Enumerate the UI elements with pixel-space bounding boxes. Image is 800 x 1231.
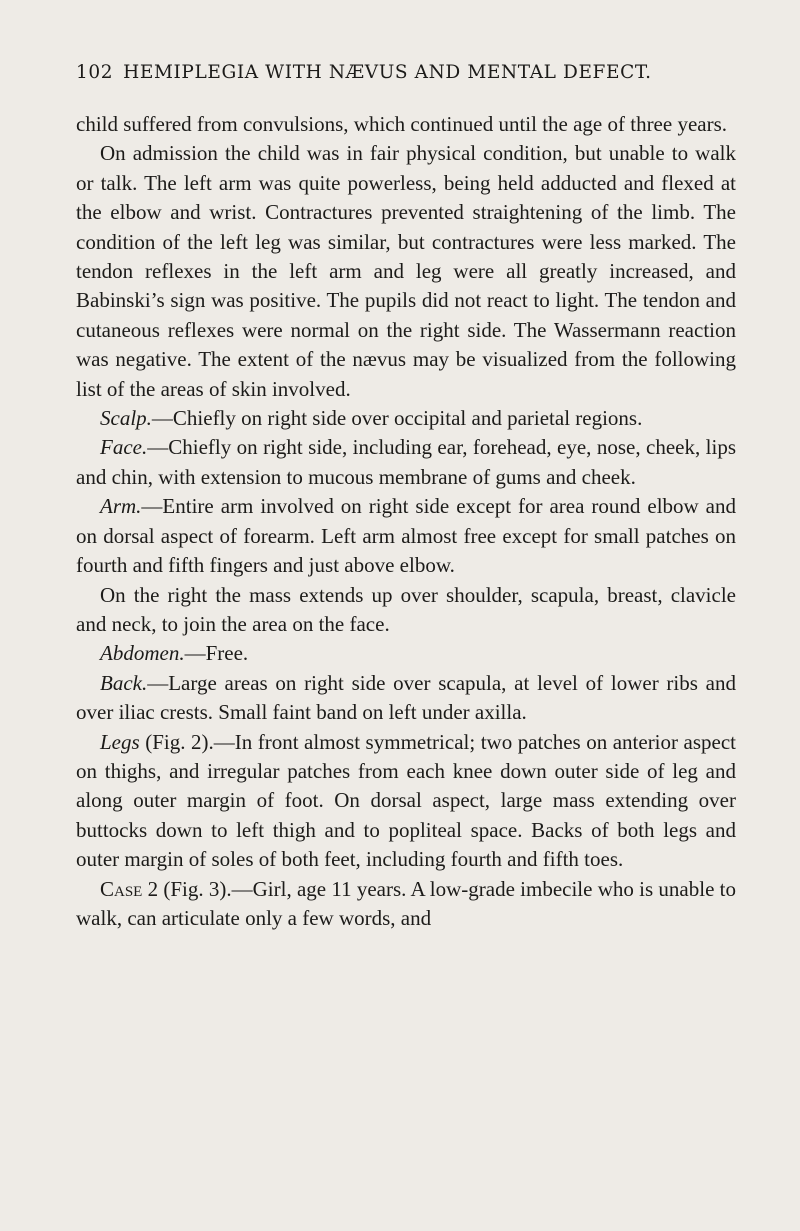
- face-text: —Chiefly on right side, including ear, forehead, eye, nose, cheek, lips and chin, with extension to mucous membrane of gums and cheek.: [76, 435, 736, 489]
- paragraph-abdomen: [76, 639, 736, 668]
- body-text: [76, 110, 736, 933]
- scalp-text: —Chiefly on right side over occipital and parietal regions.: [151, 406, 643, 431]
- back-text: —Large areas on right side over scapula, at level of lower ribs and over iliac crests. Small faint band on left under axilla.: [76, 670, 736, 725]
- arm-text: —Entire arm involved on right side except for area round elbow and on dorsal aspect of forearm. Left arm almost free except for small patches on fourth and fifth fingers and just above elbow.: [76, 494, 736, 578]
- page-number: 102: [76, 62, 114, 83]
- scalp-heading: Scalp.: [100, 406, 152, 431]
- legs-text: (Fig. 2).—In front almost symmetrical; two patches on anterior aspect on thighs, and irregular patches from each knee down outer side of leg and along outer margin of foot. On dorsal aspect, large mass extending over buttocks down to left thigh and to popliteal space. Backs of both legs and outer margin of soles of both feet, including fourth and fifth toes.: [76, 729, 736, 872]
- arm-heading: Arm.: [100, 494, 142, 519]
- paragraph-back: [76, 669, 736, 728]
- paragraph-continuation: child suffered from convulsions, which continued until the age of three years.: [76, 112, 728, 136]
- paragraph-admission: On admission the child was in fair physical condition, but unable to walk or talk. The left arm was quite powerless, being held adducted and flexed at the elbow and wrist. Contractures prevented straightening of the limb. The condition of the left leg was similar, but contractures were less marked. The tendon reflexes in the left arm and leg were all greatly increased, and Babinski’s sign was positive. The pupils did not react to light. The tendon and cutaneous reflexes were normal on the right side. The Wassermann reaction was negative. The extent of the nævus may be visualized from the following list of the areas of skin involved.: [76, 141, 736, 401]
- running-head: [76, 58, 736, 88]
- paragraph-legs: [76, 728, 736, 875]
- paragraph-arm: [76, 492, 736, 580]
- case-2-text: (Fig. 3).—Girl, age 11 years. A low-grade imbecile who is unable to walk, can articulate only a few words, and: [76, 876, 736, 930]
- paragraph-case-2: [76, 875, 736, 934]
- legs-heading: Legs: [100, 729, 140, 754]
- abdomen-heading: Abdomen.: [100, 641, 185, 666]
- face-heading: Face.: [100, 435, 148, 460]
- abdomen-text: —Free.: [184, 641, 249, 666]
- paragraph-right-mass: On the right the mass extends up over shoulder, scapula, breast, clavicle and neck, to join the area on the face.: [76, 582, 736, 636]
- paragraph-scalp: [76, 404, 736, 433]
- book-page: [76, 58, 736, 933]
- back-heading: Back.: [100, 670, 148, 695]
- paragraph-face: [76, 433, 736, 492]
- case-2-heading: Case 2: [100, 876, 159, 901]
- running-title: HEMIPLEGIA WITH NÆVUS AND MENTAL DEFECT.: [123, 62, 652, 83]
